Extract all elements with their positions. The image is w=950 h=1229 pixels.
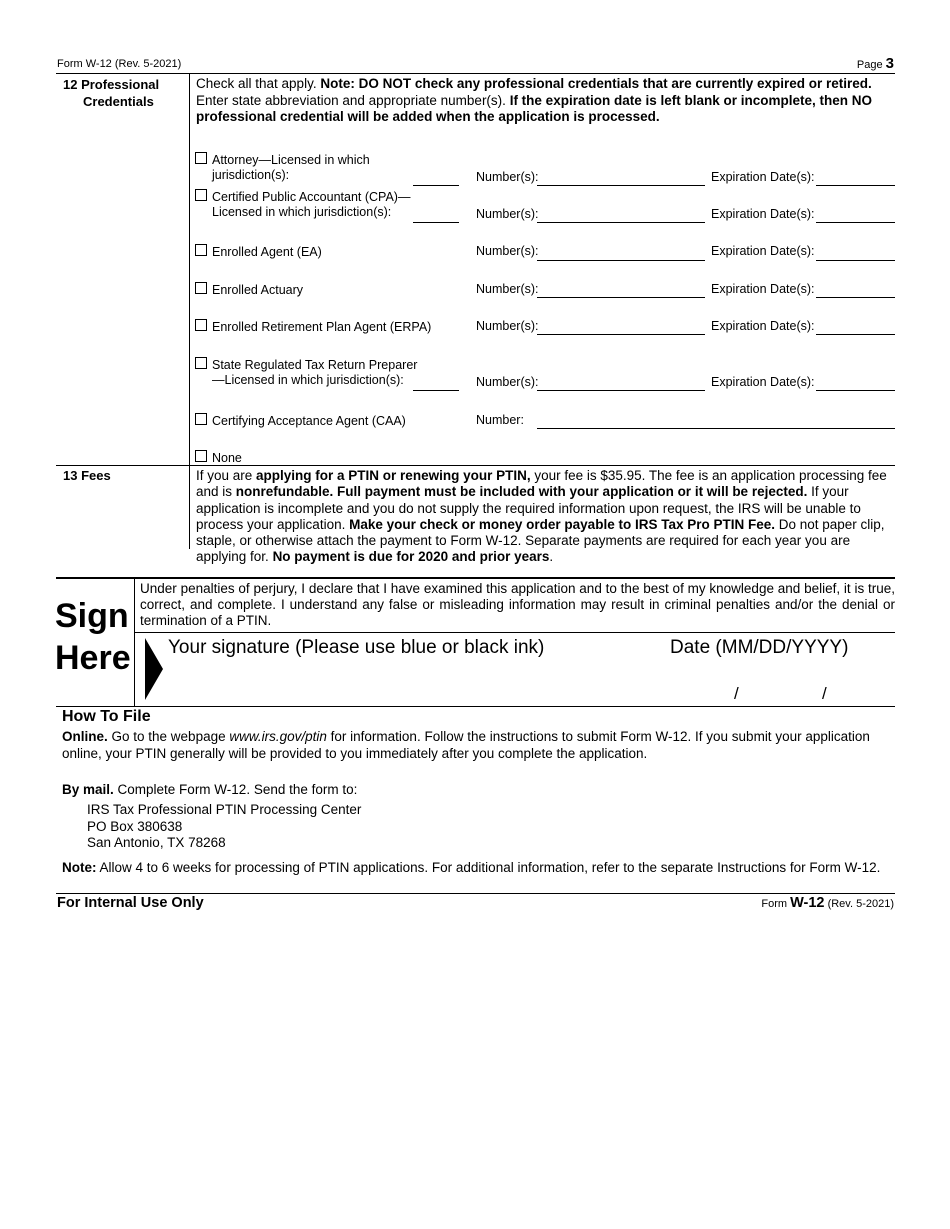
online-a: Go to the webpage [107, 729, 230, 744]
date-field[interactable] [670, 664, 895, 702]
perjury-declaration: Under penalties of perjury, I declare that I have examined this application and to the best of my knowledge and belief, it is true, correct, and complete. I understand any false or misleading information may result in criminal penalties and/or the denial or termination of a PTIN. [140, 581, 895, 628]
section12-bottom-rule [56, 465, 895, 466]
actuary-checkbox[interactable] [195, 282, 207, 294]
actuary-expiration-field[interactable] [816, 297, 895, 298]
section12-title [63, 76, 159, 110]
caa-label: Certifying Acceptance Agent (CAA) [212, 414, 406, 428]
section12-instructions [196, 76, 894, 126]
section13-bottom-rule [56, 577, 895, 579]
signature-field[interactable] [168, 664, 648, 702]
fees-p9: . [549, 549, 554, 565]
internal-use-label: For Internal Use Only [57, 895, 204, 911]
online-instructions [62, 729, 882, 762]
cpa-label-line1: Certified Public Accountant (CPA)— [212, 190, 411, 204]
intro-b: Note: DO NOT check any professional credentials that are currently expired or retired. [320, 76, 872, 91]
caa-number-label: Number: [476, 413, 524, 427]
attorney-number-field[interactable] [537, 185, 705, 186]
intro-c: Enter state abbreviation and appropriate number(s). [196, 92, 510, 108]
fees-p8: No payment is due for 2020 and prior years [272, 549, 550, 565]
state-preparer-label [212, 358, 417, 388]
state-preparer-number-field[interactable] [537, 390, 705, 391]
ea-label: Enrolled Agent (EA) [212, 245, 322, 259]
here-word: Here [55, 639, 131, 677]
fees-p6: Make your check or money order payable to IRS Tax Pro PTIN Fee. [349, 516, 775, 532]
fees-p7: Do not paper clip, staple, or otherwise attach the payment to Form W-12. Separate payments are required for each year you are applying for. [196, 516, 885, 565]
fees-p2: applying for a PTIN or renewing your PTIN, [256, 468, 531, 483]
online-b: for information. Follow the instructions to submit Form W-12. If you submit your application online, your PTIN generally will be provided to you immediately after you complete the application. [62, 729, 870, 761]
footer-form-id [761, 895, 894, 911]
address-line1: IRS Tax Professional PTIN Processing Center [87, 802, 362, 817]
none-label: None [212, 451, 242, 465]
attorney-checkbox[interactable] [195, 152, 207, 164]
attorney-label [212, 153, 370, 183]
mail-instructions [62, 782, 357, 799]
how-to-file-title: How To File [62, 708, 151, 725]
fees-p5: If your application is incomplete and you do not supply the required information upon request, the IRS will be unable to process your application. [196, 484, 861, 532]
section13-title: 13 Fees [63, 468, 111, 483]
actuary-expiration-label: Expiration Date(s): [711, 282, 815, 296]
footer-form-word: Form [761, 898, 788, 910]
cpa-checkbox[interactable] [195, 189, 207, 201]
online-label: Online. [62, 729, 108, 744]
attorney-expiration-field[interactable] [816, 185, 895, 186]
erpa-label: Enrolled Retirement Plan Agent (ERPA) [212, 320, 432, 334]
state-preparer-expiration-label: Expiration Date(s): [711, 375, 815, 389]
form-revision: Form W-12 (Rev. 5-2021) [57, 58, 182, 70]
signature-label: Your signature (Please use blue or black ink) [168, 637, 545, 658]
note-label: Note: [62, 860, 97, 875]
processing-note [62, 860, 882, 876]
erpa-number-label: Number(s): [476, 319, 539, 333]
fees-text [196, 468, 894, 566]
state-preparer-expiration-field[interactable] [816, 390, 895, 391]
date-slash-1: / [734, 684, 739, 703]
section12-divider [189, 73, 190, 549]
page-number [857, 55, 894, 72]
address-line3: San Antonio, TX 78268 [87, 835, 226, 850]
section12-title-line1: 12 Professional [63, 77, 160, 92]
erpa-expiration-field[interactable] [816, 334, 895, 335]
sign-bottom-rule [56, 706, 895, 707]
ea-number-label: Number(s): [476, 244, 539, 258]
ea-checkbox[interactable] [195, 244, 207, 256]
attorney-jurisdiction-field[interactable] [413, 185, 459, 186]
actuary-label: Enrolled Actuary [212, 283, 304, 297]
attorney-label-line2: jurisdiction(s): [212, 168, 290, 182]
declaration-rule [134, 632, 895, 633]
erpa-checkbox[interactable] [195, 319, 207, 331]
cpa-number-field[interactable] [537, 222, 705, 223]
address-line2: PO Box 380638 [87, 818, 183, 834]
intro-a: Check all that apply. [196, 76, 321, 91]
cpa-number-label: Number(s): [476, 207, 539, 221]
mail-label: By mail. [62, 782, 114, 797]
state-preparer-checkbox[interactable] [195, 357, 207, 369]
fees-p1: If you are [196, 468, 257, 483]
erpa-expiration-label: Expiration Date(s): [711, 319, 815, 333]
ea-expiration-field[interactable] [816, 260, 895, 261]
state-preparer-number-label: Number(s): [476, 375, 539, 389]
ptin-url[interactable]: www.irs.gov/ptin [229, 729, 327, 744]
attorney-expiration-label: Expiration Date(s): [711, 170, 815, 184]
sign-divider [134, 578, 135, 707]
none-checkbox[interactable] [195, 450, 207, 462]
cpa-expiration-label: Expiration Date(s): [711, 207, 815, 221]
date-slash-2: / [822, 684, 827, 703]
cpa-jurisdiction-field[interactable] [413, 222, 459, 223]
attorney-number-label: Number(s): [476, 170, 539, 184]
section12-title-line2: Credentials [83, 94, 154, 109]
actuary-number-field[interactable] [537, 297, 705, 298]
mail-text: Complete Form W-12. Send the form to: [113, 782, 358, 797]
cpa-label [212, 190, 410, 220]
cpa-expiration-field[interactable] [816, 222, 895, 223]
state-preparer-jurisdiction-field[interactable] [413, 390, 459, 391]
caa-checkbox[interactable] [195, 413, 207, 425]
fees-p4: nonrefundable. Full payment must be included with your application or it will be rejected. [235, 484, 808, 500]
erpa-number-field[interactable] [537, 334, 705, 335]
cpa-label-line2: Licensed in which jurisdiction(s): [212, 205, 392, 219]
page-word: Page [856, 59, 883, 71]
actuary-number-label: Number(s): [476, 282, 539, 296]
mailing-address [87, 802, 361, 852]
caa-number-field[interactable] [537, 428, 895, 429]
page-num: 3 [885, 55, 894, 72]
state-preparer-label-line2: —Licensed in which jurisdiction(s): [212, 373, 404, 387]
date-label: Date (MM/DD/YYYY) [670, 637, 849, 658]
state-preparer-label-line1: State Regulated Tax Return Preparer [212, 358, 418, 372]
ea-expiration-label: Expiration Date(s): [711, 244, 815, 258]
attorney-label-line1: Attorney—Licensed in which [212, 153, 370, 167]
note-text: Allow 4 to 6 weeks for processing of PTIN applications. For additional information, refer to the separate Instructions for Form W-12. [96, 860, 881, 875]
footer-rev: (Rev. 5-2021) [827, 898, 894, 910]
footer-form-num: W-12 [790, 895, 825, 911]
sign-arrow-icon [145, 638, 163, 700]
intro-d: If the expiration date is left blank or incomplete, then NO professional credential will be added when the application is processed. [196, 92, 872, 124]
ea-number-field[interactable] [537, 260, 705, 261]
sign-word: Sign [55, 597, 129, 635]
footer-rule [56, 893, 895, 894]
header-rule [56, 73, 895, 74]
fees-p3: your fee is $35.95. The fee is an application processing fee and is [196, 468, 887, 500]
